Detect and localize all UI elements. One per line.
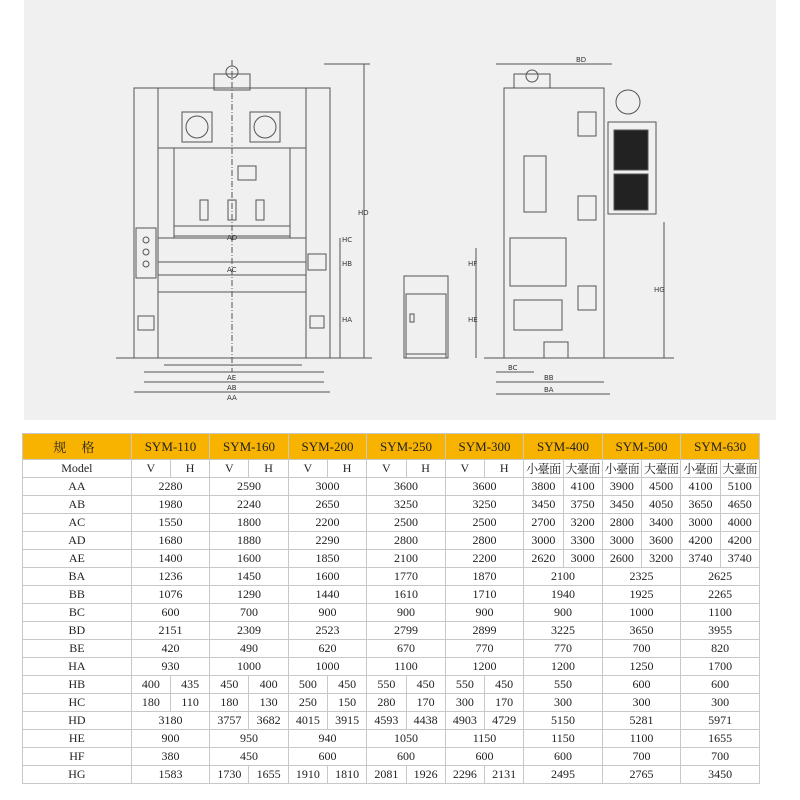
table-cell: 1200 xyxy=(524,658,603,676)
table-cell: 4500 xyxy=(642,478,681,496)
dim-label-hc: HC xyxy=(342,236,353,244)
table-cell: 2600 xyxy=(602,550,641,568)
table-cell: 4593 xyxy=(367,712,406,730)
table-cell: 600 xyxy=(681,676,760,694)
table-cell: 3740 xyxy=(720,550,759,568)
dim-label-hd: HD xyxy=(358,209,369,217)
table-cell: 1926 xyxy=(406,766,445,784)
table-cell: 1000 xyxy=(210,658,289,676)
table-cell: 3450 xyxy=(602,496,641,514)
table-cell: 1100 xyxy=(602,730,681,748)
model-label: Model xyxy=(23,460,132,478)
table-cell: 3000 xyxy=(563,550,602,568)
row-label: BA xyxy=(23,568,132,586)
dim-label-hg: HG xyxy=(654,286,665,294)
table-cell: 170 xyxy=(406,694,445,712)
table-cell: 950 xyxy=(210,730,289,748)
table-cell: 820 xyxy=(681,640,760,658)
dim-label-hb: HB xyxy=(342,260,353,268)
table-cell: 380 xyxy=(131,748,210,766)
table-cell: 1700 xyxy=(681,658,760,676)
subheader-cell: 大臺面 xyxy=(642,460,681,478)
table-cell: 930 xyxy=(131,658,210,676)
table-cell: 3000 xyxy=(524,532,563,550)
table-cell: 1610 xyxy=(367,586,446,604)
subheader-cell: H xyxy=(327,460,366,478)
table-cell: 300 xyxy=(524,694,603,712)
table-cell: 3600 xyxy=(445,478,524,496)
table-cell: 1600 xyxy=(288,568,367,586)
table-cell: 1925 xyxy=(602,586,681,604)
table-cell: 600 xyxy=(367,748,446,766)
table-cell: 3600 xyxy=(367,478,446,496)
table-cell: 770 xyxy=(524,640,603,658)
dim-label-bc: BC xyxy=(508,364,518,372)
row-label: HE xyxy=(23,730,132,748)
table-cell: 300 xyxy=(602,694,681,712)
table-cell: 2100 xyxy=(367,550,446,568)
table-cell: 3600 xyxy=(642,532,681,550)
table-row xyxy=(23,478,760,496)
table-cell: 3000 xyxy=(681,514,720,532)
row-label: HD xyxy=(23,712,132,730)
table-cell: 2296 xyxy=(445,766,484,784)
table-cell: 1200 xyxy=(445,658,524,676)
table-cell: 2100 xyxy=(524,568,603,586)
subheader-cell: V xyxy=(210,460,249,478)
table-cell: 4100 xyxy=(681,478,720,496)
dim-label-hf: HF xyxy=(468,260,478,268)
table-cell: 4438 xyxy=(406,712,445,730)
table-cell: 3000 xyxy=(602,532,641,550)
table-cell: 400 xyxy=(249,676,288,694)
control-cabinet xyxy=(404,276,448,358)
table-cell: 4200 xyxy=(720,532,759,550)
header-model: SYM-250 xyxy=(367,434,446,460)
table-cell: 3180 xyxy=(131,712,210,730)
table-cell: 150 xyxy=(327,694,366,712)
table-cell: 1680 xyxy=(131,532,210,550)
dim-label-bd: BD xyxy=(576,56,587,64)
table-row xyxy=(23,622,760,640)
table-cell: 1000 xyxy=(288,658,367,676)
table-row xyxy=(23,532,760,550)
dim-label-he: HE xyxy=(468,316,478,324)
table-cell: 3650 xyxy=(681,496,720,514)
table-cell: 2200 xyxy=(445,550,524,568)
table-cell: 2700 xyxy=(524,514,563,532)
header-row xyxy=(23,434,760,460)
subheader-cell: H xyxy=(485,460,524,478)
table-cell: 2765 xyxy=(602,766,681,784)
table-cell: 300 xyxy=(445,694,484,712)
table-cell: 4050 xyxy=(642,496,681,514)
header-model: SYM-200 xyxy=(288,434,367,460)
table-cell: 550 xyxy=(367,676,406,694)
table-cell: 5100 xyxy=(720,478,759,496)
table-cell: 1655 xyxy=(249,766,288,784)
subheader-cell: V xyxy=(367,460,406,478)
dim-label-bb: BB xyxy=(544,374,554,382)
row-label: HB xyxy=(23,676,132,694)
table-cell: 770 xyxy=(445,640,524,658)
table-cell: 1710 xyxy=(445,586,524,604)
table-cell: 2200 xyxy=(288,514,367,532)
table-cell: 2151 xyxy=(131,622,210,640)
table-cell: 420 xyxy=(131,640,210,658)
table-cell: 2081 xyxy=(367,766,406,784)
header-model: SYM-160 xyxy=(210,434,289,460)
table-cell: 4100 xyxy=(563,478,602,496)
table-row xyxy=(23,496,760,514)
spec-table xyxy=(22,433,760,784)
table-cell: 1910 xyxy=(288,766,327,784)
table-cell: 1880 xyxy=(210,532,289,550)
table-cell: 1250 xyxy=(602,658,681,676)
row-label: AD xyxy=(23,532,132,550)
table-cell: 3450 xyxy=(681,766,760,784)
table-cell: 600 xyxy=(131,604,210,622)
header-model: SYM-300 xyxy=(445,434,524,460)
dim-label-ha: HA xyxy=(342,316,353,324)
header-model: SYM-110 xyxy=(131,434,210,460)
row-label: HC xyxy=(23,694,132,712)
table-cell: 4903 xyxy=(445,712,484,730)
table-cell: 435 xyxy=(170,676,209,694)
subheader-row xyxy=(23,460,760,478)
table-cell: 3250 xyxy=(367,496,446,514)
row-label: AA xyxy=(23,478,132,496)
table-cell: 4650 xyxy=(720,496,759,514)
table-cell: 940 xyxy=(288,730,367,748)
table-row xyxy=(23,766,760,784)
table-cell: 1850 xyxy=(288,550,367,568)
table-cell: 280 xyxy=(367,694,406,712)
table-cell: 110 xyxy=(170,694,209,712)
table-cell: 3915 xyxy=(327,712,366,730)
table-row xyxy=(23,748,760,766)
table-cell: 1400 xyxy=(131,550,210,568)
table-row xyxy=(23,586,760,604)
header-model: SYM-500 xyxy=(602,434,681,460)
table-cell: 3400 xyxy=(642,514,681,532)
table-row xyxy=(23,694,760,712)
table-cell: 3900 xyxy=(602,478,641,496)
table-row xyxy=(23,640,760,658)
table-cell: 2280 xyxy=(131,478,210,496)
dim-label-ad: AD xyxy=(227,234,238,242)
table-cell: 170 xyxy=(485,694,524,712)
table-cell: 4729 xyxy=(485,712,524,730)
dim-label-ab: AB xyxy=(227,384,237,392)
table-cell: 1150 xyxy=(445,730,524,748)
row-label: AC xyxy=(23,514,132,532)
table-cell: 180 xyxy=(210,694,249,712)
dim-label-ba: BA xyxy=(544,386,554,394)
table-cell: 250 xyxy=(288,694,327,712)
table-cell: 1600 xyxy=(210,550,289,568)
table-cell: 2625 xyxy=(681,568,760,586)
table-row xyxy=(23,550,760,568)
table-cell: 450 xyxy=(210,748,289,766)
table-cell: 450 xyxy=(406,676,445,694)
table-cell: 2800 xyxy=(445,532,524,550)
table-cell: 2899 xyxy=(445,622,524,640)
table-cell: 1450 xyxy=(210,568,289,586)
subheader-cell: H xyxy=(406,460,445,478)
table-cell: 1550 xyxy=(131,514,210,532)
dim-label-aa: AA xyxy=(227,394,237,402)
table-cell: 1000 xyxy=(602,604,681,622)
dim-label-ac: AC xyxy=(227,266,237,274)
table-cell: 1100 xyxy=(681,604,760,622)
table-cell: 450 xyxy=(485,676,524,694)
table-cell: 3225 xyxy=(524,622,603,640)
table-row xyxy=(23,730,760,748)
table-cell: 700 xyxy=(681,748,760,766)
table-cell: 400 xyxy=(131,676,170,694)
table-cell: 2309 xyxy=(210,622,289,640)
table-cell: 900 xyxy=(524,604,603,622)
table-cell: 3740 xyxy=(681,550,720,568)
table-cell: 600 xyxy=(524,748,603,766)
table-cell: 1730 xyxy=(210,766,249,784)
row-label: BB xyxy=(23,586,132,604)
table-cell: 2500 xyxy=(445,514,524,532)
table-cell: 620 xyxy=(288,640,367,658)
table-cell: 300 xyxy=(681,694,760,712)
table-cell: 180 xyxy=(131,694,170,712)
table-cell: 130 xyxy=(249,694,288,712)
side-view xyxy=(476,64,674,394)
subheader-cell: 小臺面 xyxy=(602,460,641,478)
table-cell: 1655 xyxy=(681,730,760,748)
table-cell: 2290 xyxy=(288,532,367,550)
front-view xyxy=(116,60,372,392)
table-cell: 2325 xyxy=(602,568,681,586)
table-cell: 2131 xyxy=(485,766,524,784)
table-cell: 3800 xyxy=(524,478,563,496)
table-cell: 1100 xyxy=(367,658,446,676)
table-cell: 450 xyxy=(210,676,249,694)
row-label: HG xyxy=(23,766,132,784)
subheader-cell: 小臺面 xyxy=(681,460,720,478)
table-cell: 4200 xyxy=(681,532,720,550)
table-cell: 2265 xyxy=(681,586,760,604)
subheader-cell: H xyxy=(170,460,209,478)
table-row xyxy=(23,676,760,694)
table-cell: 490 xyxy=(210,640,289,658)
subheader-cell: V xyxy=(445,460,484,478)
table-row xyxy=(23,514,760,532)
table-cell: 1236 xyxy=(131,568,210,586)
header-spec: 规 格 xyxy=(23,434,132,460)
row-label: HF xyxy=(23,748,132,766)
row-label: BD xyxy=(23,622,132,640)
table-cell: 600 xyxy=(602,676,681,694)
table-cell: 700 xyxy=(602,640,681,658)
table-row xyxy=(23,712,760,730)
table-cell: 2650 xyxy=(288,496,367,514)
table-cell: 2800 xyxy=(602,514,641,532)
row-label: AB xyxy=(23,496,132,514)
table-cell: 1770 xyxy=(367,568,446,586)
table-cell: 4000 xyxy=(720,514,759,532)
table-cell: 2240 xyxy=(210,496,289,514)
table-cell: 2800 xyxy=(367,532,446,550)
header-model: SYM-400 xyxy=(524,434,603,460)
table-cell: 1980 xyxy=(131,496,210,514)
table-cell: 1076 xyxy=(131,586,210,604)
row-label: BE xyxy=(23,640,132,658)
subheader-cell: 小臺面 xyxy=(524,460,563,478)
row-label: BC xyxy=(23,604,132,622)
table-cell: 1810 xyxy=(327,766,366,784)
table-cell: 670 xyxy=(367,640,446,658)
table-cell: 900 xyxy=(445,604,524,622)
table-cell: 3757 xyxy=(210,712,249,730)
table-cell: 3200 xyxy=(563,514,602,532)
header-model: SYM-630 xyxy=(681,434,760,460)
table-cell: 5971 xyxy=(681,712,760,730)
table-cell: 2495 xyxy=(524,766,603,784)
press-drawing-svg xyxy=(24,0,776,420)
row-label: HA xyxy=(23,658,132,676)
table-row xyxy=(23,658,760,676)
table-cell: 550 xyxy=(524,676,603,694)
table-cell: 2500 xyxy=(367,514,446,532)
table-cell: 1440 xyxy=(288,586,367,604)
table-cell: 1870 xyxy=(445,568,524,586)
table-cell: 600 xyxy=(445,748,524,766)
table-cell: 2590 xyxy=(210,478,289,496)
table-cell: 3750 xyxy=(563,496,602,514)
row-label: AE xyxy=(23,550,132,568)
table-cell: 2799 xyxy=(367,622,446,640)
table-cell: 550 xyxy=(445,676,484,694)
table-cell: 2620 xyxy=(524,550,563,568)
table-cell: 1050 xyxy=(367,730,446,748)
table-cell: 600 xyxy=(288,748,367,766)
table-row xyxy=(23,568,760,586)
table-cell: 1150 xyxy=(524,730,603,748)
table-cell: 3300 xyxy=(563,532,602,550)
table-cell: 450 xyxy=(327,676,366,694)
table-cell: 500 xyxy=(288,676,327,694)
table-cell: 700 xyxy=(210,604,289,622)
table-cell: 700 xyxy=(602,748,681,766)
table-row xyxy=(23,604,760,622)
table-cell: 3955 xyxy=(681,622,760,640)
table-cell: 900 xyxy=(131,730,210,748)
subheader-cell: H xyxy=(249,460,288,478)
table-cell: 1290 xyxy=(210,586,289,604)
table-cell: 1800 xyxy=(210,514,289,532)
subheader-cell: V xyxy=(288,460,327,478)
subheader-cell: 大臺面 xyxy=(720,460,759,478)
subheader-cell: V xyxy=(131,460,170,478)
table-cell: 3200 xyxy=(642,550,681,568)
table-cell: 3450 xyxy=(524,496,563,514)
table-cell: 3000 xyxy=(288,478,367,496)
table-cell: 900 xyxy=(288,604,367,622)
technical-drawing xyxy=(24,0,776,420)
table-cell: 3650 xyxy=(602,622,681,640)
table-cell: 5150 xyxy=(524,712,603,730)
table-cell: 2523 xyxy=(288,622,367,640)
dim-label-ae: AE xyxy=(227,374,237,382)
table-cell: 3682 xyxy=(249,712,288,730)
table-cell: 900 xyxy=(367,604,446,622)
table-cell: 3250 xyxy=(445,496,524,514)
table-cell: 4015 xyxy=(288,712,327,730)
subheader-cell: 大臺面 xyxy=(563,460,602,478)
table-cell: 1583 xyxy=(131,766,210,784)
table-cell: 5281 xyxy=(602,712,681,730)
table-cell: 1940 xyxy=(524,586,603,604)
